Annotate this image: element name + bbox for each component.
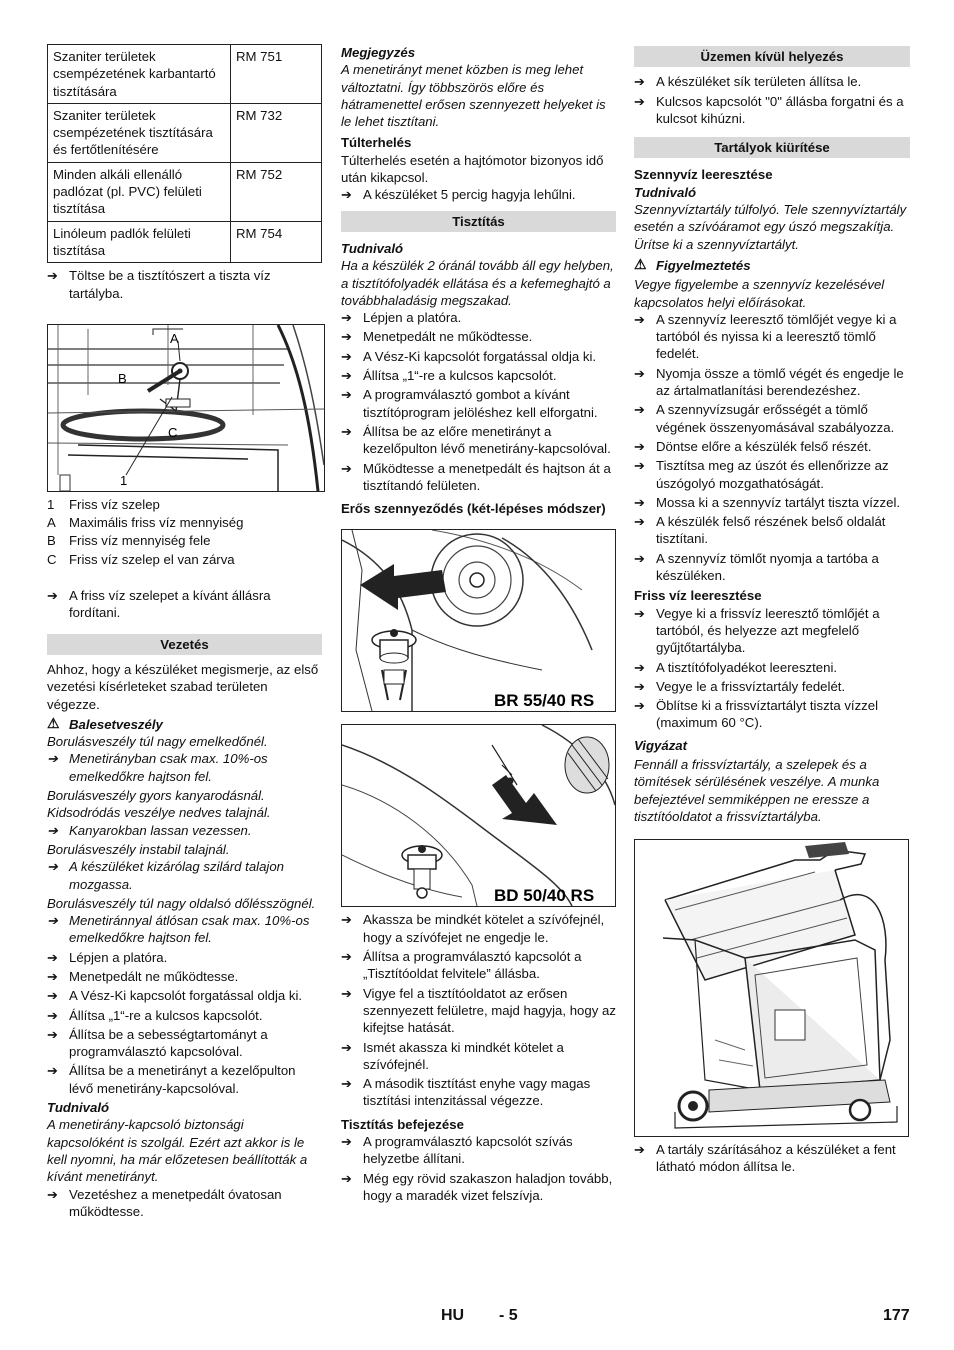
- danger-text: Borulásveszély túl nagy emelkedőnél.: [47, 734, 268, 750]
- valve-figure: [47, 324, 325, 492]
- table-cell-code: RM 751: [231, 45, 322, 104]
- cleaning-step: ➔ Állítsa be az előre menetirányt a kezelőpulton lévő menetirány-kapcsolóval.: [341, 423, 616, 458]
- dirty-step: ➔ Döntse előre a készülék felső részét.: [634, 438, 910, 455]
- legend-key: C: [47, 551, 57, 567]
- column-middle: [341, 44, 616, 1206]
- heavy-step: ➔ Akassza be mindkét kötelet a szívófejnél, hogy a szívófejet ne engedje le.: [341, 911, 616, 946]
- dirty-step: ➔ Mossa ki a szennyvíz tartályt tiszta vízzel.: [634, 494, 910, 511]
- heavy-steps: [341, 911, 616, 1109]
- danger-step: ➔ Menetirányban csak max. 10%-os emelkedőkre hajtson fel.: [47, 750, 322, 785]
- fill-step: ➔ Töltse be a tisztítószert a tiszta víz tartályba.: [47, 267, 322, 302]
- section-cleaning: Tisztítás: [341, 211, 616, 232]
- heavy-step: ➔ Vigye fel a tisztítóoldatot az erősen szennyezett felületre, majd hagyja, hogy az kifejtse hatását.: [341, 985, 616, 1037]
- dry-step: ➔ A tartály szárításához a készüléket a fent látható módon állítsa le.: [634, 1141, 910, 1176]
- legend-text: Friss víz szelep el van zárva: [69, 551, 235, 567]
- legend-row: [47, 514, 243, 532]
- overload-title: Túlterhelés: [341, 135, 412, 151]
- table-cell-code: RM 754: [231, 221, 322, 263]
- finish-step: ➔ A programválasztó kapcsolót szívás helyzetbe állítani.: [341, 1133, 616, 1168]
- legend-text: Maximális friss víz mennyiség: [69, 515, 244, 531]
- heavy-step: ➔ Ismét akassza ki mindkét kötelet a szívófejnél.: [341, 1039, 616, 1074]
- shutdown-steps: [634, 73, 910, 127]
- cleaning-step: ➔ Állítsa „1“-re a kulcsos kapcsolót.: [341, 367, 616, 384]
- overload-step: ➔ A készüléket 5 percig hagyja lehűlni.: [341, 186, 616, 203]
- dirty-note-title: Tudnivaló: [634, 184, 697, 200]
- drive-last-step: ➔ Vezetéshez a menetpedált óvatosan működtesse.: [47, 1186, 322, 1221]
- legend-row: [47, 496, 243, 514]
- danger-step: ➔ Kanyarokban lassan vezessen.: [47, 822, 322, 839]
- table-cell-code: RM 752: [231, 162, 322, 221]
- fig-label-b: B: [118, 370, 127, 386]
- table-row: [48, 103, 322, 162]
- danger-text: Borulásveszély túl nagy oldalsó dőlésszögnél.: [47, 895, 316, 911]
- drive-step: ➔ Állítsa „1“-re a kulcsos kapcsolót.: [47, 1007, 322, 1024]
- driving-intro: Ahhoz, hogy a készüléket megismerje, az első vezetési kísérleteket szabad területen végezze.: [47, 661, 319, 712]
- column-right: [634, 44, 910, 1178]
- valve-legend: [47, 496, 243, 569]
- danger-text: Borulásveszély gyors kanyarodásnál. Kidsodródás veszélye nedves talajnál.: [47, 788, 271, 821]
- heavy-step: ➔ Állítsa a programválasztó kapcsolót a „Tisztítóoldat felvitele” állásba.: [341, 948, 616, 983]
- cleaning-step: ➔ Menetpedált ne működtesse.: [341, 328, 616, 345]
- legend-text: Friss víz mennyiség fele: [69, 533, 211, 549]
- drive-step: ➔ Állítsa be a sebességtartományt a programválasztó kapcsolóval.: [47, 1026, 322, 1061]
- table-cell-description: Szaniter területek csempézetének tisztítására és fertőtlenítésére: [48, 103, 231, 162]
- dirty-title: Szennyvíz leeresztése: [634, 167, 773, 183]
- dirty-step: ➔ A szennyvíz leeresztő tömlőjét vegye ki a tartóból és nyissa ki a leeresztő tömlő fedelét.: [634, 311, 910, 363]
- cleaning-steps: [341, 309, 616, 494]
- drive-step: ➔ Lépjen a platóra.: [47, 949, 322, 966]
- heavy-step: ➔ A második tisztítást enyhe vagy magas tisztítási intenzitással végezze.: [341, 1075, 616, 1110]
- fig-label-a: A: [170, 330, 179, 346]
- finish-step: ➔ Még egy rövid szakaszon haladjon tovább, hogy a maradék vizet felszívja.: [341, 1170, 616, 1205]
- tank-figure: [634, 839, 909, 1137]
- dirty-step: ➔ A szennyvízsugár erősségét a tömlő végének összenyomásával szabályozza.: [634, 401, 910, 436]
- cleaning-note-title: Tudnivaló: [341, 240, 404, 256]
- finish-steps: [341, 1133, 616, 1204]
- danger-text: Borulásveszély instabil talajnál.: [47, 841, 230, 857]
- section-shutdown: Üzemen kívül helyezés: [634, 46, 910, 67]
- dirty-steps: [634, 311, 910, 584]
- dirty-step: ➔ Tisztítsa meg az úszót és ellenőrizze az úszógolyó mozgathatóságát.: [634, 457, 910, 492]
- drive-step: ➔ Állítsa be a menetirányt a kezelőpulton lévő menetirány-kapcsolóval.: [47, 1062, 322, 1097]
- legend-key: B: [47, 533, 56, 549]
- dirty-step: ➔ Nyomja össze a tömlő végét és engedje le az ártalmatlanítási berendezéshez.: [634, 365, 910, 400]
- drive-step: ➔ A Vész-Ki kapcsolót forgatással oldja ki.: [47, 987, 322, 1004]
- caution-title: ⚠ Figyelmeztetés: [634, 257, 910, 274]
- column-left: [47, 44, 322, 1222]
- danger-step: ➔ A készüléket kizárólag szilárd talajon mozgassa.: [47, 858, 322, 893]
- detergent-table: [47, 44, 322, 263]
- fresh-steps: [634, 605, 910, 732]
- valve-step: ➔ A friss víz szelepet a kívánt állásra fordítani.: [47, 587, 322, 622]
- legend-text: Friss víz szelep: [69, 496, 160, 512]
- fresh-step: ➔ Öblítse ki a frissvíztartályt tiszta vízzel (maximum 60 °C).: [634, 697, 910, 732]
- section-driving: Vezetés: [47, 634, 322, 655]
- note-title: Tudnivaló: [47, 1100, 110, 1116]
- legend-key: A: [47, 515, 56, 531]
- danger-step: ➔ Menetiránnyal átlósan csak max. 10%-os emelkedőkre hajtson fel.: [47, 912, 322, 947]
- overload-text: Túlterhelés esetén a hajtómotor bizonyos idő után kikapcsol.: [341, 152, 604, 186]
- bd-illustration: [342, 725, 615, 906]
- tank-illustration: [635, 840, 908, 1136]
- dirty-note-text: Szennyvíztartály túlfolyó. Tele szennyvíztartály esetén a szívóáramot egy úszó megszakítja. Ürítse ki a szennyvíztartályt.: [634, 202, 907, 252]
- cleaning-note-text: Ha a készülék 2 óránál tovább áll egy helyben, a tisztítófolyadék ellátása és a kefemeghajtó a továbbhaladásig megszakad.: [341, 258, 614, 308]
- br-illustration: [342, 530, 615, 711]
- fresh-step: ➔ Vegye ki a frissvíz leeresztő tömlőjét a tartóból, és helyezze azt megfelelő gyűjtőtartályba.: [634, 605, 910, 657]
- section-tanks: Tartályok kiürítése: [634, 137, 910, 158]
- shutdown-step: ➔ A készüléket sík területen állítsa le.: [634, 73, 910, 90]
- fresh-title: Friss víz leeresztése: [634, 588, 762, 604]
- figure-br: [341, 529, 616, 712]
- footer-page-number: 177: [883, 1307, 910, 1324]
- dirty-step: ➔ A készülék felső részének belső oldalát tisztítani.: [634, 513, 910, 548]
- remark-title: Megjegyzés: [341, 45, 416, 60]
- table-row: [48, 162, 322, 221]
- legend-row: [47, 551, 243, 569]
- valve-illustration: [48, 325, 324, 491]
- danger-list: [47, 733, 322, 947]
- dirty-step: ➔ A szennyvíz tömlőt nyomja a tartóba a készüléken.: [634, 550, 910, 585]
- table-row: [48, 221, 322, 263]
- attention-title: Vigyázat: [634, 737, 688, 753]
- legend-key: 1: [47, 496, 55, 512]
- drive-step: ➔ Menetpedált ne működtesse.: [47, 968, 322, 985]
- drive-steps: [47, 949, 322, 1097]
- danger-title: ⚠ Balesetveszély: [47, 716, 322, 733]
- legend-row: [47, 532, 243, 550]
- table-cell-description: Linóleum padlók felületi tisztítása: [48, 221, 231, 263]
- footer-local-page: - 5: [499, 1307, 518, 1324]
- remark-text: A menetirányt menet közben is meg lehet változtatni. Így többszörös előre és hátramenettel erősen szennyezett helyeket is le lehet tisztítani.: [341, 62, 606, 130]
- note-text: A menetirány-kapcsoló biztonsági kapcsolóként is szolgál. Ezért azt akkor is le kell nyomni, ha már előzetesen beállították a kívánt menetirányt.: [47, 1117, 308, 1185]
- cleaning-step: ➔ Működtesse a menetpedált és hajtson át a tisztítandó felületen.: [341, 460, 616, 495]
- br-label: BR 55/40 RS: [494, 691, 595, 711]
- heavy-title: Erős szennyeződés (két-lépéses módszer): [341, 501, 606, 517]
- fresh-step: ➔ A tisztítófolyadékot leereszteni.: [634, 659, 910, 676]
- fig-label-c: C: [168, 424, 178, 440]
- cleaning-step: ➔ A Vész-Ki kapcsolót forgatással oldja ki.: [341, 348, 616, 365]
- table-cell-description: Minden alkáli ellenálló padlózat (pl. PVC) felületi tisztítása: [48, 162, 231, 221]
- table-cell-code: RM 732: [231, 103, 322, 162]
- cleaning-step: ➔ Lépjen a platóra.: [341, 309, 616, 326]
- shutdown-step: ➔ Kulcsos kapcsolót "0" állásba forgatni és a kulcsot kihúzni.: [634, 93, 910, 128]
- footer-language: HU: [441, 1307, 465, 1324]
- cleaning-step: ➔ A programválasztó gombot a kívánt tisztítóprogram jelöléshez kell elforgatni.: [341, 386, 616, 421]
- fig-label-1: 1: [120, 472, 128, 488]
- bd-label: BD 50/40 RS: [494, 886, 595, 906]
- caution-text: Vegye figyelembe a szennyvíz kezelésével kapcsolatos helyi előírásokat.: [634, 277, 885, 310]
- attention-text: Fennáll a frissvíztartály, a szelepek és a tömítések sérülésének veszélye. A munka befejeztével semmiképpen ne eressze a tisztítóoldatot a frissvíztartályba.: [634, 756, 880, 824]
- table-cell-description: Szaniter területek csempézetének karbantartó tisztítására: [48, 45, 231, 104]
- table-row: [48, 45, 322, 104]
- finish-title: Tisztítás befejezése: [341, 1116, 464, 1132]
- figure-bd: [341, 724, 616, 907]
- fresh-step: ➔ Vegye le a frissvíztartály fedelét.: [634, 678, 910, 695]
